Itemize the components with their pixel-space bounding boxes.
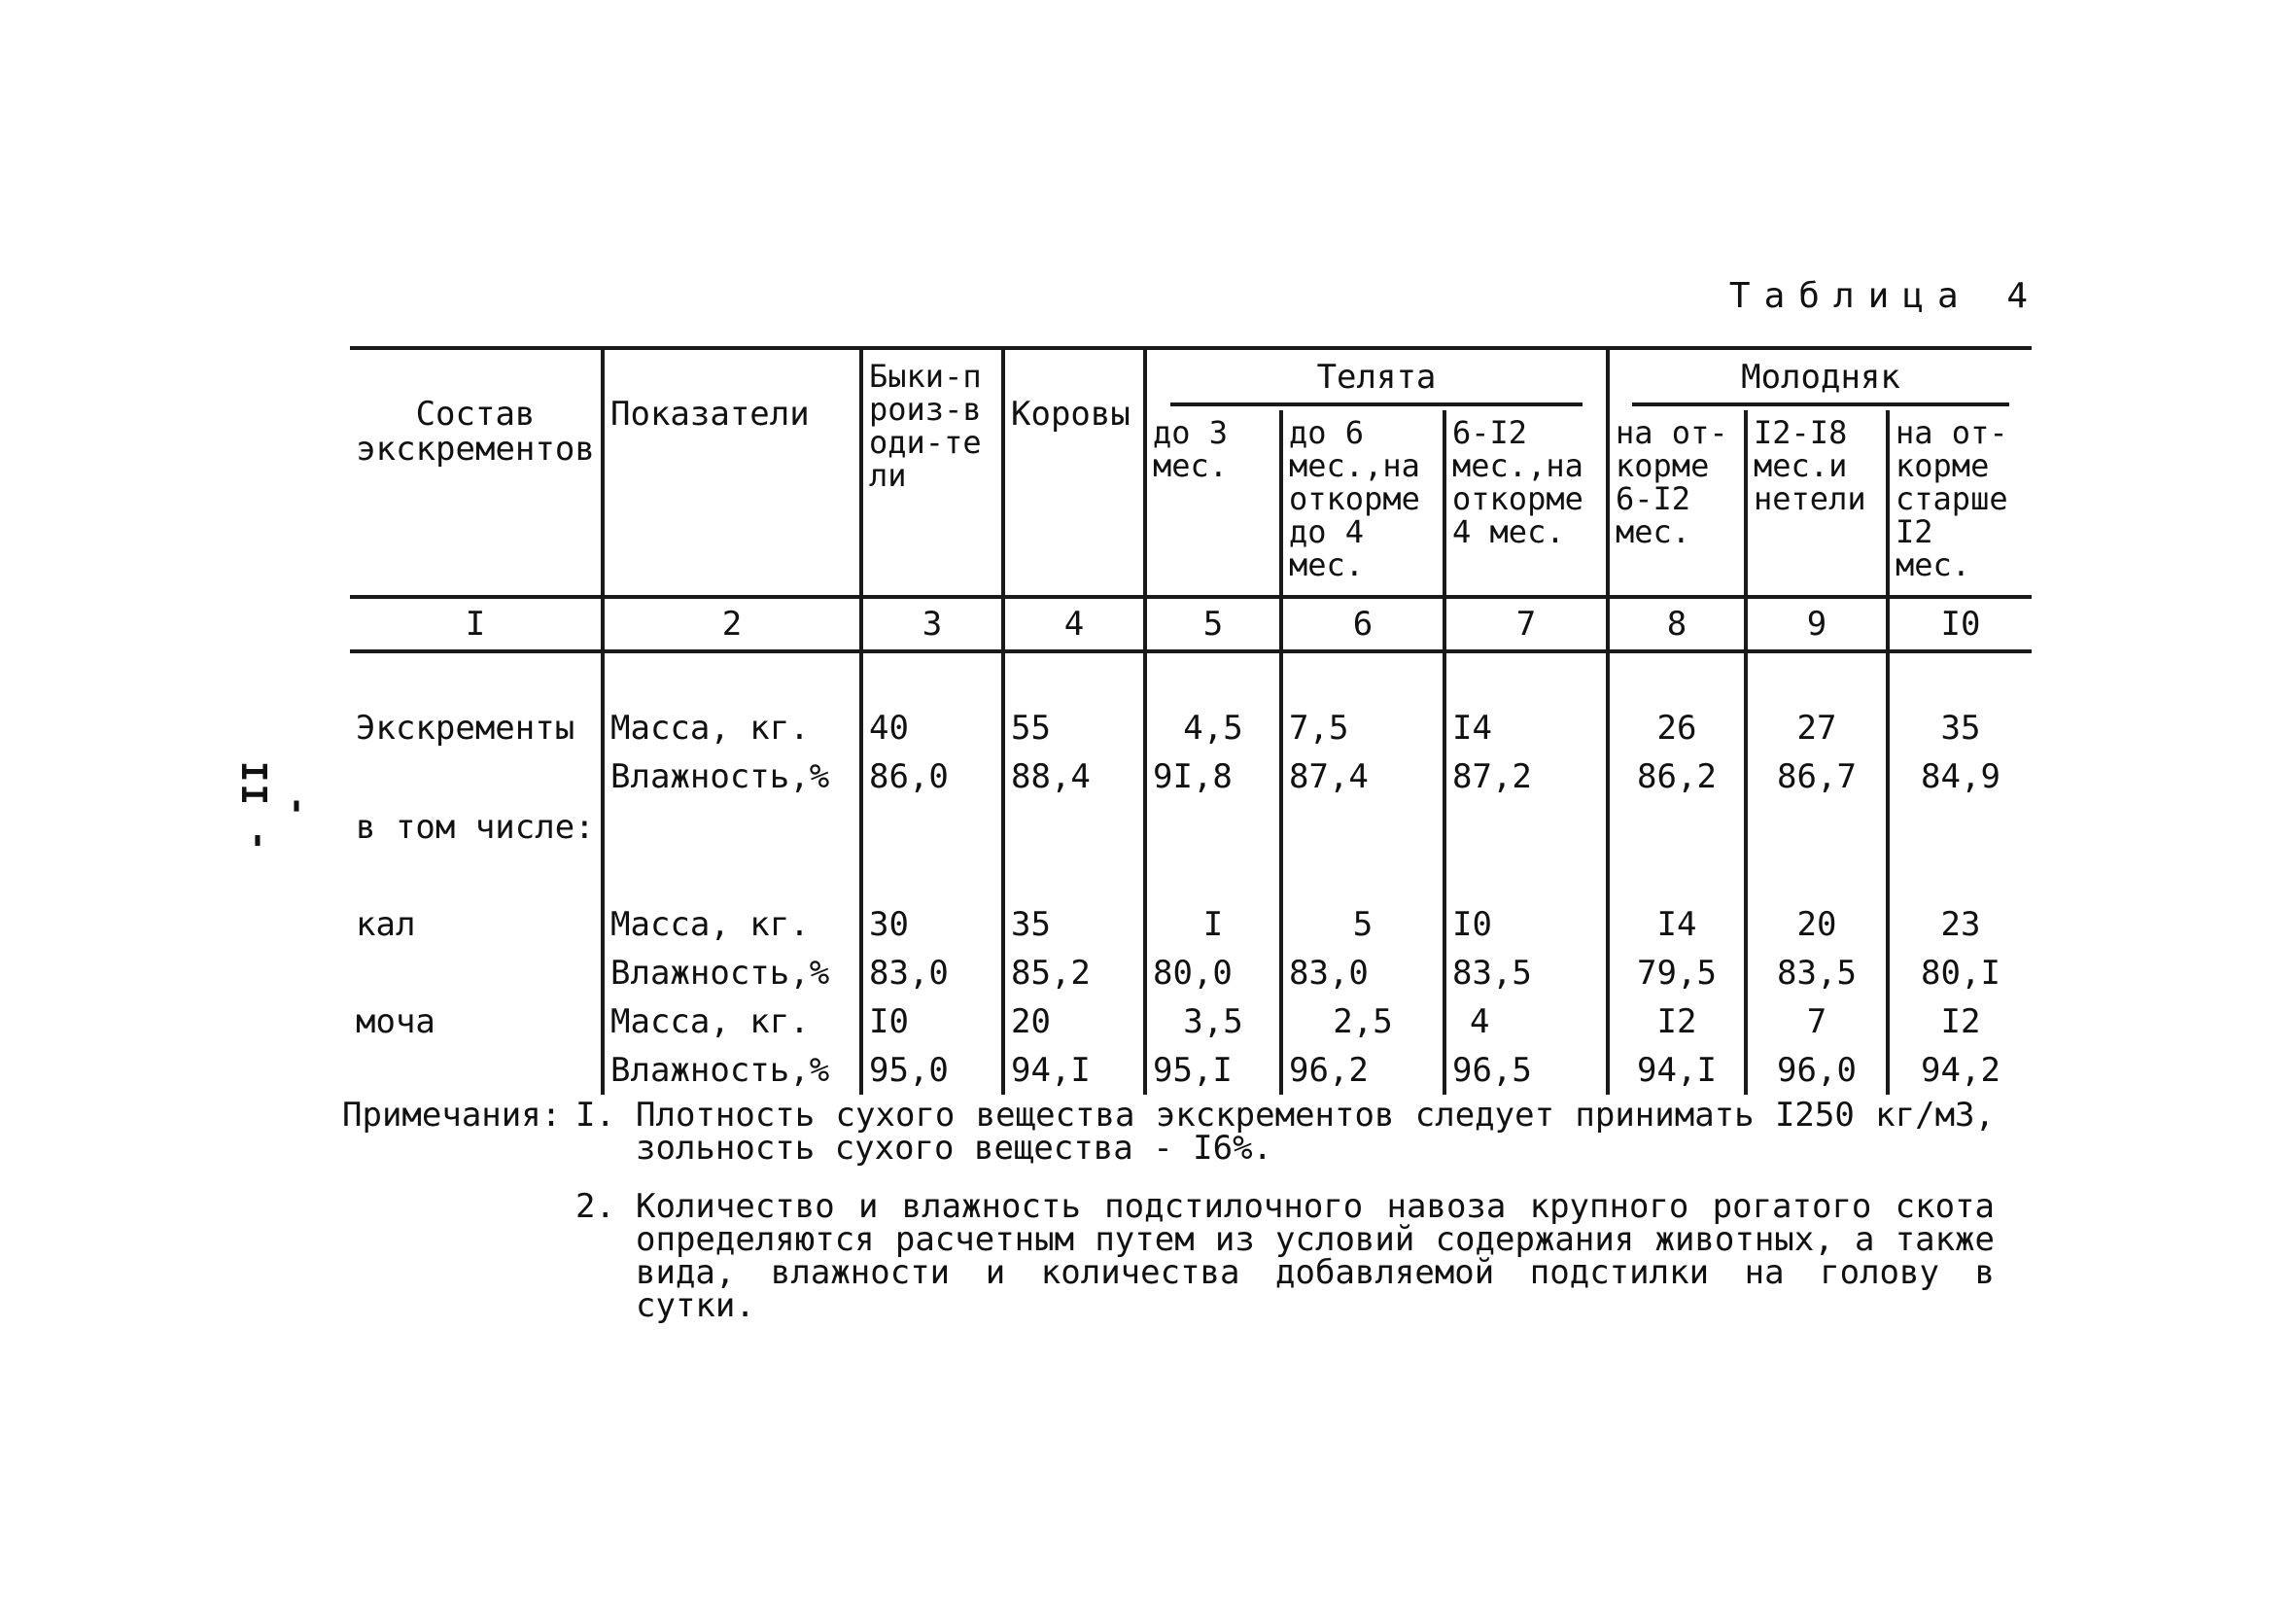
header-youngstock-3: на от-корме старше I2 мес.	[1888, 410, 2032, 597]
cell-value: 23	[1888, 900, 2032, 949]
table-row	[350, 949, 2032, 997]
note-text: Плотность сухого вещества экскрементов следует принимать I250 кг/м3, зольность сухого вещества - I6%.	[636, 1096, 1995, 1168]
cell-value: 2,5	[1281, 997, 1444, 1046]
column-number: 4	[1003, 597, 1145, 651]
header-calves-group	[1145, 348, 1608, 410]
data-table	[350, 346, 2032, 1095]
column-number: 8	[1608, 597, 1746, 651]
cell-value	[1444, 801, 1608, 900]
row-indicator: Масса, кг.	[603, 900, 861, 949]
cell-value: 96,5	[1444, 1046, 1608, 1095]
cell-value: 30	[861, 900, 1003, 949]
cell-value: 27	[1746, 651, 1888, 752]
cell-value	[1888, 801, 2032, 900]
cell-value: 95,I	[1145, 1046, 1281, 1095]
cell-value: 26	[1608, 651, 1746, 752]
row-section	[350, 949, 603, 997]
note-number: I.	[575, 1096, 615, 1135]
header-calves-2: до 6 мес.,на откорме до 4 мес.	[1281, 410, 1444, 597]
row-section	[350, 1046, 603, 1095]
table-row	[350, 752, 2032, 801]
column-number: I	[350, 597, 603, 651]
cell-value: 85,2	[1003, 949, 1145, 997]
cell-value: 87,4	[1281, 752, 1444, 801]
header-youngstock-2: I2-I8 мес.и нетели	[1746, 410, 1888, 597]
cell-value: I0	[1444, 900, 1608, 949]
header-indicators: Показатели	[603, 348, 861, 597]
note-item	[342, 1187, 1995, 1325]
cell-value: I2	[1888, 997, 2032, 1046]
cell-value: 83,0	[1281, 949, 1444, 997]
cell-value: 84,9	[1888, 752, 2032, 801]
cell-value: 94,I	[1003, 1046, 1145, 1095]
cell-value: I0	[861, 997, 1003, 1046]
cell-value: 87,2	[1444, 752, 1608, 801]
cell-value: 20	[1746, 900, 1888, 949]
row-section	[350, 752, 603, 801]
table-row	[350, 801, 2032, 900]
cell-value	[861, 801, 1003, 900]
cell-value: 20	[1003, 997, 1145, 1046]
header-youngstock-1: на от-корме 6-I2 мес.	[1608, 410, 1746, 597]
row-indicator: Влажность,%	[603, 949, 861, 997]
cell-value: I	[1145, 900, 1281, 949]
header-cows: Коровы	[1003, 348, 1145, 597]
header-calves-3: 6-I2 мес.,на откорме 4 мес.	[1444, 410, 1608, 597]
row-indicator: Влажность,%	[603, 752, 861, 801]
cell-value: 80,0	[1145, 949, 1281, 997]
column-number: 3	[861, 597, 1003, 651]
cell-value	[1281, 801, 1444, 900]
page-number: - II -	[236, 758, 315, 852]
cell-value: 96,2	[1281, 1046, 1444, 1095]
cell-value: 86,0	[861, 752, 1003, 801]
cell-value: 86,2	[1608, 752, 1746, 801]
cell-value: 83,0	[861, 949, 1003, 997]
cell-value: 95,0	[861, 1046, 1003, 1095]
table-row	[350, 1046, 2032, 1095]
cell-value: 83,5	[1746, 949, 1888, 997]
column-number: I0	[1888, 597, 2032, 651]
cell-value: 4,5	[1145, 651, 1281, 752]
note-indent	[342, 1190, 575, 1322]
notes-prefix: Примечания:	[342, 1096, 562, 1135]
cell-value	[1003, 801, 1145, 900]
column-number: 9	[1746, 597, 1888, 651]
cell-value: 96,0	[1746, 1046, 1888, 1095]
column-number: 7	[1444, 597, 1608, 651]
header-youngstock-group	[1608, 348, 2032, 410]
note-number: 2.	[575, 1187, 615, 1226]
header-composition: Состав экскрементов	[350, 348, 603, 597]
column-number: 6	[1281, 597, 1444, 651]
youngstock-group-label: Молодняк	[1632, 360, 2009, 406]
cell-value: 7	[1746, 997, 1888, 1046]
cell-value	[1608, 801, 1746, 900]
table-row	[350, 997, 2032, 1046]
cell-value: I4	[1444, 651, 1608, 752]
cell-value: 7,5	[1281, 651, 1444, 752]
header-calves-1: до 3 мес.	[1145, 410, 1281, 597]
row-indicator: Масса, кг.	[603, 997, 861, 1046]
cell-value: 88,4	[1003, 752, 1145, 801]
cell-value: 83,5	[1444, 949, 1608, 997]
note-item	[342, 1096, 1995, 1168]
cell-value: 86,7	[1746, 752, 1888, 801]
row-indicator	[603, 801, 861, 900]
cell-value: 4	[1444, 997, 1608, 1046]
cell-value: 80,I	[1888, 949, 2032, 997]
column-number-row	[350, 597, 2032, 651]
cell-value: 35	[1888, 651, 2032, 752]
row-indicator: Масса, кг.	[603, 651, 861, 752]
cell-value: 40	[861, 651, 1003, 752]
table-title: Таблица 4	[1728, 276, 2041, 316]
row-section: кал	[350, 900, 603, 949]
cell-value: I2	[1608, 997, 1746, 1046]
table-row	[350, 900, 2032, 949]
header-bulls: Быки-произ-води-тели	[861, 348, 1003, 597]
cell-value: 3,5	[1145, 997, 1281, 1046]
row-section: Экскременты	[350, 651, 603, 752]
cell-value	[1145, 801, 1281, 900]
column-number: 2	[603, 597, 861, 651]
cell-value: 9I,8	[1145, 752, 1281, 801]
cell-value	[1746, 801, 1888, 900]
notes	[342, 1096, 1995, 1347]
cell-value: 94,I	[1608, 1046, 1746, 1095]
note-text: Количество и влажность подстилочного навоза крупного рогатого скота определяются расчетным путем из условий содержания животных, а также вида, влажности и количества добавляемой подстилки на голову в сутки.	[636, 1187, 1995, 1325]
cell-value: 94,2	[1888, 1046, 2032, 1095]
column-number: 5	[1145, 597, 1281, 651]
table-row	[350, 651, 2032, 752]
cell-value: 79,5	[1608, 949, 1746, 997]
calves-group-label: Телята	[1170, 360, 1582, 406]
row-section: в том числе:	[350, 801, 603, 900]
cell-value: I4	[1608, 900, 1746, 949]
row-indicator: Влажность,%	[603, 1046, 861, 1095]
row-section: моча	[350, 997, 603, 1046]
cell-value: 35	[1003, 900, 1145, 949]
cell-value: 55	[1003, 651, 1145, 752]
cell-value: 5	[1281, 900, 1444, 949]
